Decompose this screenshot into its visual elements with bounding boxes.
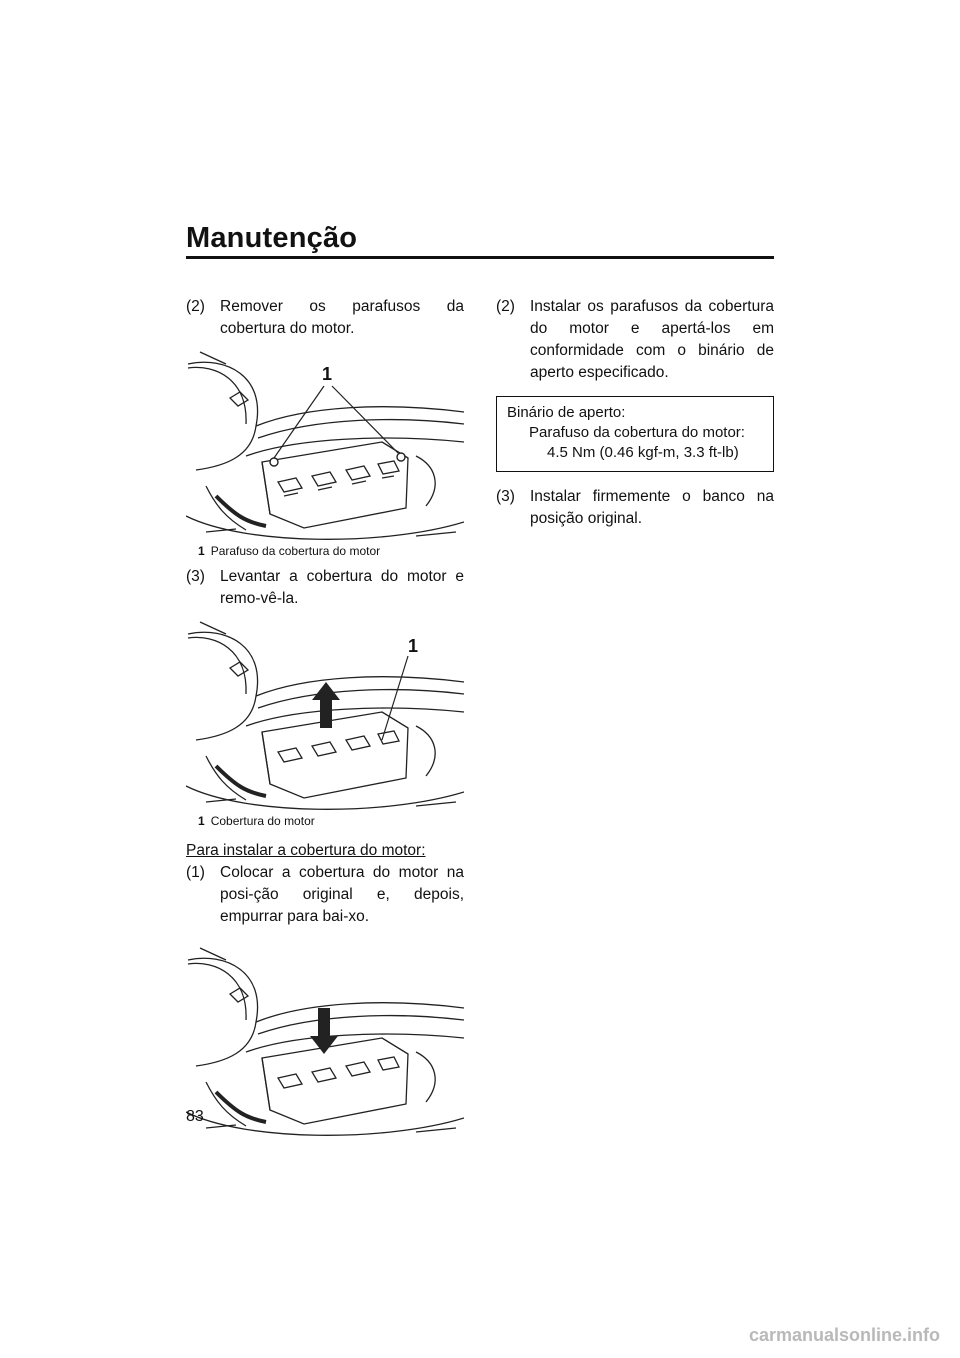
engine-cover-bolts-illustration <box>186 346 464 542</box>
step-number: (2) <box>496 298 515 315</box>
step-text: Instalar firmemente o banco na posição original. <box>530 488 774 527</box>
step-text: Instalar os parafusos da cobertura do motor e apertá-los em conformidade com o binário de aperto especificado. <box>530 298 774 381</box>
spec-item: Parafuso da cobertura do motor: <box>529 424 745 441</box>
lift-arrow-icon <box>312 682 340 728</box>
step-install-bolts <box>496 296 774 384</box>
caption-number: 1 <box>198 814 205 828</box>
spec-value: 4.5 Nm (0.46 kgf-m, 3.3 ft-lb) <box>547 444 739 461</box>
caption-text: Cobertura do motor <box>210 814 315 828</box>
step-number: (1) <box>186 864 205 881</box>
step-remove-bolts <box>186 296 464 340</box>
callout-number: 1 <box>408 636 419 656</box>
figure-caption <box>186 544 464 558</box>
spec-label: Binário de aperto: <box>507 404 626 421</box>
step-number: (3) <box>186 568 205 585</box>
caption-text: Parafuso da cobertura do motor <box>210 544 381 558</box>
figure-engine-cover-bolts <box>186 346 464 558</box>
step-place-cover <box>186 862 464 928</box>
callout-number: 1 <box>322 364 333 384</box>
figure-engine-cover-lift <box>186 616 464 828</box>
push-down-arrow-icon <box>310 1008 338 1054</box>
install-heading: Para instalar a cobertura do motor: <box>186 842 426 859</box>
step-text: Remover os parafusos da cobertura do motor. <box>220 298 464 337</box>
right-column <box>496 296 774 530</box>
step-lift-cover <box>186 566 464 610</box>
figure-caption <box>186 814 464 828</box>
caption-number: 1 <box>198 544 205 558</box>
page-title: Manutenção <box>186 222 358 254</box>
step-text: Colocar a cobertura do motor na posi-ção original e, depois, empurrar para bai-xo. <box>220 864 464 925</box>
watermark: carmanualsonline.info <box>748 1325 940 1345</box>
page-number: 83 <box>186 1108 204 1125</box>
step-number: (3) <box>496 488 515 505</box>
torque-spec-box <box>496 396 774 472</box>
step-install-seat <box>496 486 774 530</box>
step-text: Levantar a cobertura do motor e remo-vê-la. <box>220 568 464 607</box>
title-rule <box>186 256 774 259</box>
figure-engine-cover-push <box>186 942 464 1138</box>
engine-cover-push-illustration <box>186 942 464 1138</box>
left-column <box>186 296 464 1138</box>
step-number: (2) <box>186 298 205 315</box>
engine-cover-lift-illustration <box>186 616 464 812</box>
